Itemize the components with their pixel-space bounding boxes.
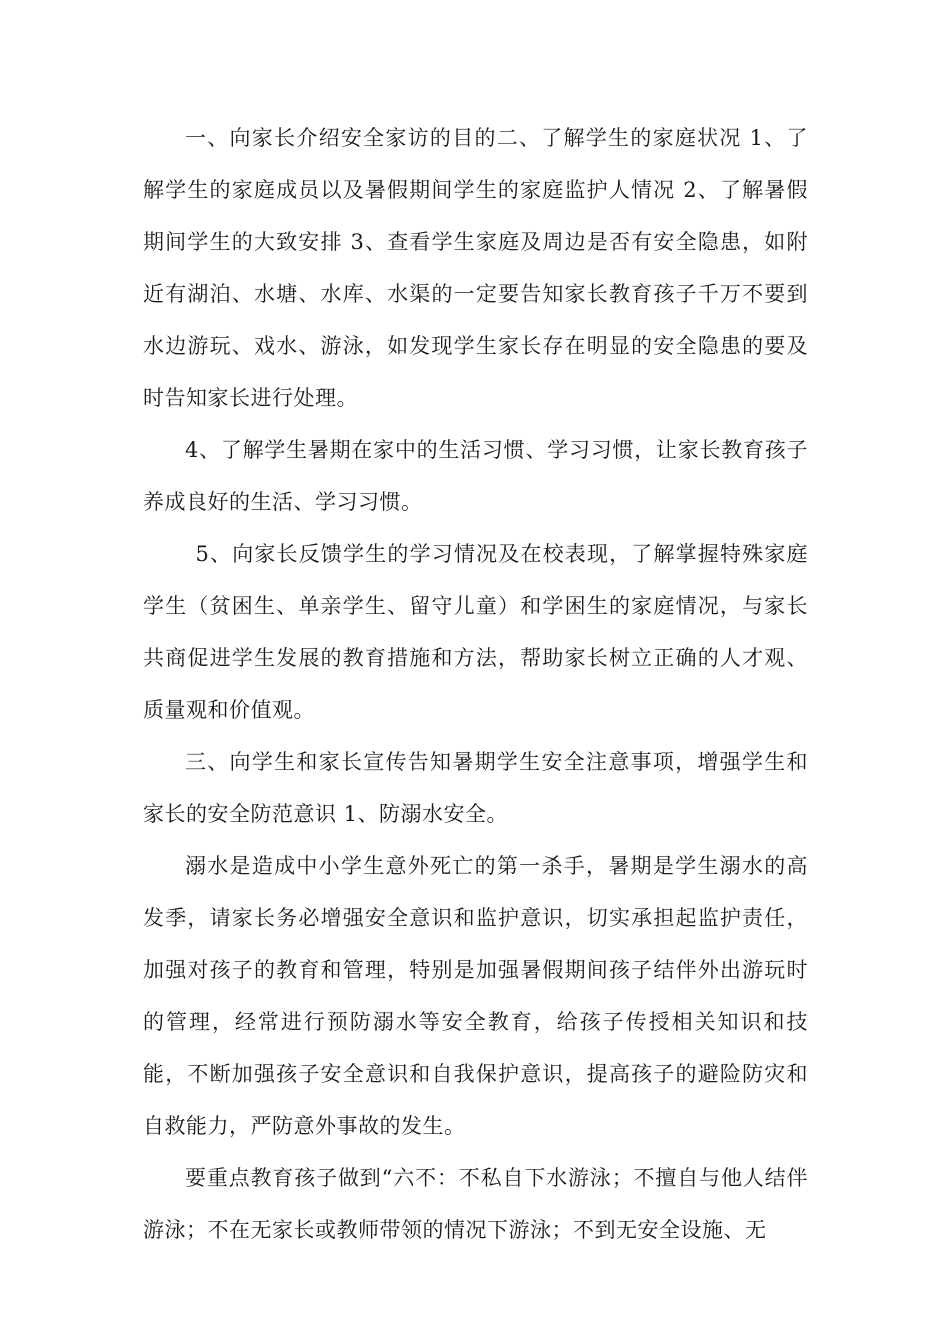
paragraph-living-habits: 4、了解学生暑期在家中的生活习惯、学习习惯，让家长教育孩子养成良好的生活、学习习惯。: [143, 438, 808, 514]
paragraph-learning-feedback: 5、向家长反馈学生的学习情况及在校表现，了解掌握特殊家庭学生（贫困生、单亲学生、留守儿童）和学困生的家庭情况，与家长共商促进学生发展的教育措施和方法，帮助家长树立正确的人才观、质量观和价值观。: [143, 542, 808, 722]
document-body: [143, 112, 808, 1256]
paragraph-home-visit-purpose: 一、向家长介绍安全家访的目的二、了解学生的家庭状况 1、了解学生的家庭成员以及暑假期间学生的家庭监护人情况 2、了解暑假期间学生的大致安排 3、查看学生家庭及周边是否有安全隐患，如附近有湖泊、水塘、水库、水渠的一定要告知家长教育孩子千万不要到水边游玩、戏水、游泳，如发现学生家长存在明显的安全隐患的要及时告知家长进行处理。: [143, 126, 808, 410]
paragraph-safety-notice: 三、向学生和家长宣传告知暑期学生安全注意事项，增强学生和家长的安全防范意识 1、防溺水安全。: [143, 750, 808, 826]
paragraph-six-rules: 要重点教育孩子做到“六不：不私自下水游泳；不擅自与他人结伴游泳；不在无家长或教师带领的情况下游泳；不到无安全设施、无: [143, 1166, 808, 1242]
paragraph-drowning-prevention: 溺水是造成中小学生意外死亡的第一杀手，暑期是学生溺水的高发季，请家长务必增强安全意识和监护意识，切实承担起监护责任，加强对孩子的教育和管理，特别是加强暑假期间孩子结伴外出游玩时的管理，经常进行预防溺水等安全教育，给孩子传授相关知识和技能，不断加强孩子安全意识和自我保护意识，提高孩子的避险防灾和自救能力，严防意外事故的发生。: [143, 854, 808, 1138]
